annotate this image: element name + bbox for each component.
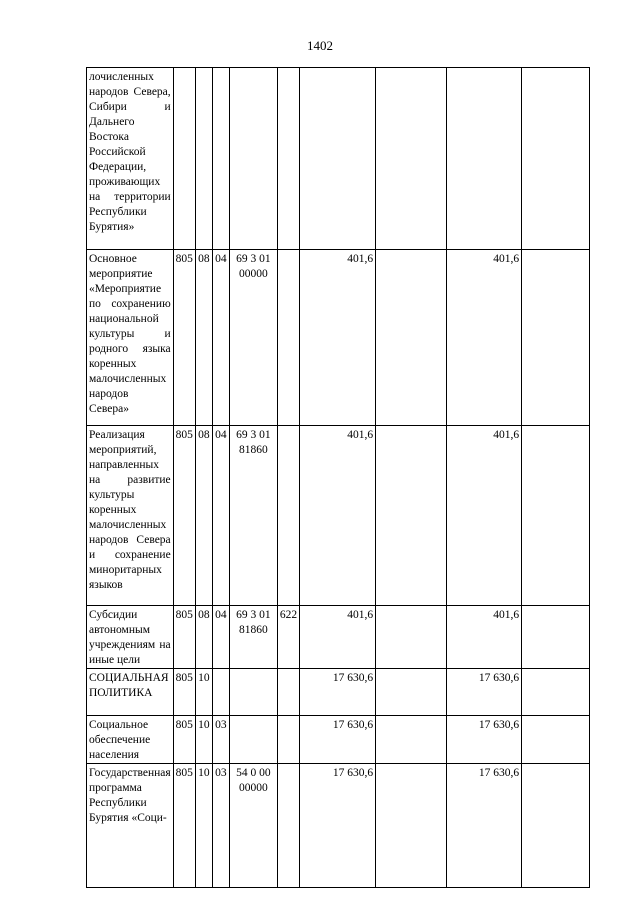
gr-code-cell: 805 xyxy=(173,606,195,669)
vr-code-cell xyxy=(277,426,299,606)
rz-code-cell: 10 xyxy=(195,716,212,764)
sum3-cell: 17 630,6 xyxy=(447,764,522,888)
sum3-cell: 401,6 xyxy=(447,606,522,669)
vr-code-cell xyxy=(277,250,299,426)
sum2-cell xyxy=(376,250,447,426)
csr-code-cell xyxy=(229,669,277,716)
vr-code-cell xyxy=(277,68,299,250)
sum1-cell: 17 630,6 xyxy=(300,716,376,764)
csr-code-cell: 69 3 01 81860 xyxy=(229,606,277,669)
sum2-cell xyxy=(376,716,447,764)
sum2-cell xyxy=(376,764,447,888)
sum4-cell xyxy=(522,606,590,669)
page-number: 1402 xyxy=(307,38,333,53)
sum4-cell xyxy=(522,426,590,606)
sum3-cell: 17 630,6 xyxy=(447,669,522,716)
sum2-cell xyxy=(376,669,447,716)
rz-code-cell: 08 xyxy=(195,250,212,426)
row-name-cell: Социальное обеспечение населения xyxy=(87,716,174,764)
row-name-cell: Основное мероприятие «Мероприятие по сохранению национальной культуры и родного языка коренных малочисленных народов Севера» xyxy=(87,250,174,426)
sum3-cell: 401,6 xyxy=(447,426,522,606)
table-row xyxy=(87,606,590,669)
sum3-cell: 17 630,6 xyxy=(447,716,522,764)
gr-code-cell: 805 xyxy=(173,764,195,888)
row-name-cell: СОЦИАЛЬНАЯ ПОЛИТИКА xyxy=(87,669,174,716)
row-name-cell: Государственная программа Республики Бурятия «Соци- xyxy=(87,764,174,888)
sum2-cell xyxy=(376,68,447,250)
rz-code-cell: 10 xyxy=(195,764,212,888)
vr-code-cell xyxy=(277,764,299,888)
sum3-cell: 401,6 xyxy=(447,250,522,426)
row-name-cell: лочисленных народов Севера, Сибири и Дальнего Востока Российской Федерации, проживающих на территории Республики Бурятия» xyxy=(87,68,174,250)
gr-code-cell: 805 xyxy=(173,250,195,426)
sum3-cell xyxy=(447,68,522,250)
pr-code-cell xyxy=(212,68,229,250)
table-row xyxy=(87,68,590,250)
table-row xyxy=(87,250,590,426)
sum1-cell xyxy=(300,68,376,250)
csr-code-cell: 69 3 01 81860 xyxy=(229,426,277,606)
rz-code-cell: 10 xyxy=(195,669,212,716)
vr-code-cell: 622 xyxy=(277,606,299,669)
gr-code-cell xyxy=(173,68,195,250)
sum1-cell: 17 630,6 xyxy=(300,764,376,888)
pr-code-cell: 03 xyxy=(212,716,229,764)
table-body xyxy=(87,68,590,888)
csr-code-cell xyxy=(229,68,277,250)
vr-code-cell xyxy=(277,716,299,764)
pr-code-cell xyxy=(212,669,229,716)
table-row xyxy=(87,716,590,764)
rz-code-cell: 08 xyxy=(195,426,212,606)
csr-code-cell xyxy=(229,716,277,764)
pr-code-cell: 04 xyxy=(212,606,229,669)
row-name-cell: Субсидии автономным учреждениям на иные цели xyxy=(87,606,174,669)
vr-code-cell xyxy=(277,669,299,716)
pr-code-cell: 03 xyxy=(212,764,229,888)
sum1-cell: 401,6 xyxy=(300,250,376,426)
pr-code-cell: 04 xyxy=(212,250,229,426)
gr-code-cell: 805 xyxy=(173,716,195,764)
sum4-cell xyxy=(522,716,590,764)
csr-code-cell: 54 0 00 00000 xyxy=(229,764,277,888)
sum1-cell: 401,6 xyxy=(300,426,376,606)
pr-code-cell: 04 xyxy=(212,426,229,606)
gr-code-cell: 805 xyxy=(173,669,195,716)
rz-code-cell: 08 xyxy=(195,606,212,669)
sum4-cell xyxy=(522,669,590,716)
csr-code-cell: 69 3 01 00000 xyxy=(229,250,277,426)
sum4-cell xyxy=(522,68,590,250)
budget-table xyxy=(86,67,590,888)
sum1-cell: 17 630,6 xyxy=(300,669,376,716)
table-row xyxy=(87,426,590,606)
rz-code-cell xyxy=(195,68,212,250)
table-row xyxy=(87,669,590,716)
gr-code-cell: 805 xyxy=(173,426,195,606)
sum2-cell xyxy=(376,606,447,669)
sum2-cell xyxy=(376,426,447,606)
table-row xyxy=(87,764,590,888)
sum4-cell xyxy=(522,250,590,426)
row-name-cell: Реализация мероприятий, направленных на развитие культуры коренных малочисленных народов Севера и сохранение миноритарных языков xyxy=(87,426,174,606)
sum4-cell xyxy=(522,764,590,888)
sum1-cell: 401,6 xyxy=(300,606,376,669)
